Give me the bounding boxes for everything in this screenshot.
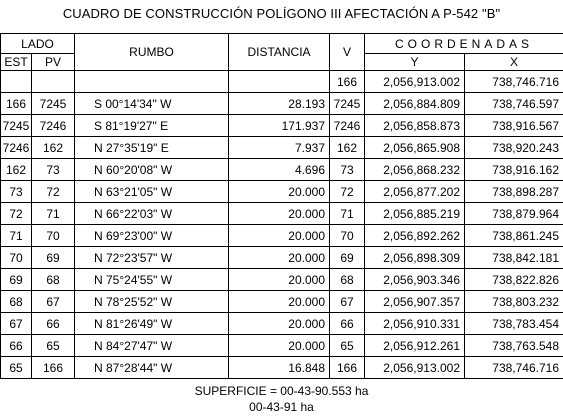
table-row <box>1 93 563 115</box>
cell-x: 738,746.597 <box>465 93 563 115</box>
cell-distancia: 20.000 <box>229 181 330 203</box>
table-row <box>1 181 563 203</box>
cell-est: 166 <box>1 93 32 115</box>
table-row <box>1 247 563 269</box>
table-row <box>1 159 563 181</box>
cell-pv: 66 <box>32 313 75 335</box>
cell-y: 2,056,903.346 <box>365 269 465 291</box>
cell-distancia: 4.696 <box>229 159 330 181</box>
header-coordenadas: COORDENADAS <box>365 34 563 54</box>
cell-rumbo: N 84°27'47" W <box>75 335 229 357</box>
table-row <box>1 225 563 247</box>
cell-rumbo: N 81°26'49" W <box>75 313 229 335</box>
cell-x: 738,803.232 <box>465 291 563 313</box>
cell-x: 738,920.243 <box>465 137 563 159</box>
cell-y: 2,056,892.262 <box>365 225 465 247</box>
cell-est: 70 <box>1 247 32 269</box>
cell-v: 71 <box>330 203 365 225</box>
cell-pv: 73 <box>32 159 75 181</box>
table-row <box>1 291 563 313</box>
cell-pv: 166 <box>32 357 75 379</box>
table-row <box>1 335 563 357</box>
cell-x: 738,879.964 <box>465 203 563 225</box>
cell-est: 69 <box>1 269 32 291</box>
cell-y: 2,056,858.873 <box>365 115 465 137</box>
cell-est: 162 <box>1 159 32 181</box>
cell-x: 738,916.162 <box>465 159 563 181</box>
cell-y: 2,056,898.309 <box>365 247 465 269</box>
cell-rumbo: N 27°35'19" E <box>75 137 229 159</box>
cell-x: 738,842.181 <box>465 247 563 269</box>
cell-pv: 7246 <box>32 115 75 137</box>
cell-distancia: 20.000 <box>229 247 330 269</box>
cell-pv <box>32 71 75 93</box>
cell-v: 73 <box>330 159 365 181</box>
cell-v: 7246 <box>330 115 365 137</box>
cell-est <box>1 71 32 93</box>
cell-y: 2,056,884.809 <box>365 93 465 115</box>
cell-y: 2,056,912.261 <box>365 335 465 357</box>
cell-y: 2,056,865.908 <box>365 137 465 159</box>
table-row <box>1 313 563 335</box>
cell-y: 2,056,910.331 <box>365 313 465 335</box>
cell-est: 71 <box>1 225 32 247</box>
table-row <box>1 357 563 379</box>
cell-pv: 71 <box>32 203 75 225</box>
table-title: CUADRO DE CONSTRUCCIÓN POLÍGONO III AFECTACIÓN A P-542 "B" <box>62 6 501 21</box>
cell-rumbo: N 63°21'05" W <box>75 181 229 203</box>
cell-x: 738,783.454 <box>465 313 563 335</box>
header-distancia: DISTANCIA <box>229 34 330 71</box>
cell-pv: 65 <box>32 335 75 357</box>
cell-est: 65 <box>1 357 32 379</box>
cell-v: 66 <box>330 313 365 335</box>
cell-rumbo <box>75 71 229 93</box>
cell-v: 69 <box>330 247 365 269</box>
cell-y: 2,056,907.357 <box>365 291 465 313</box>
cell-distancia <box>229 71 330 93</box>
hectareas-text: 00-43-91 ha <box>249 400 314 414</box>
cell-rumbo: N 87°28'44" W <box>75 357 229 379</box>
cell-pv: 68 <box>32 269 75 291</box>
header-rumbo: RUMBO <box>75 34 229 71</box>
cell-v: 72 <box>330 181 365 203</box>
cell-x: 738,861.245 <box>465 225 563 247</box>
cell-x: 738,763.548 <box>465 335 563 357</box>
cell-est: 72 <box>1 203 32 225</box>
cell-v: 70 <box>330 225 365 247</box>
cell-pv: 70 <box>32 225 75 247</box>
cell-x: 738,898.287 <box>465 181 563 203</box>
cell-v: 65 <box>330 335 365 357</box>
cell-y: 2,056,913.002 <box>365 357 465 379</box>
cell-est: 7246 <box>1 137 32 159</box>
cell-rumbo: N 69°23'00" W <box>75 225 229 247</box>
cell-rumbo: S 81°19'27" E <box>75 115 229 137</box>
cell-est: 67 <box>1 313 32 335</box>
cell-v: 7245 <box>330 93 365 115</box>
cell-distancia: 28.193 <box>229 93 330 115</box>
cell-distancia: 20.000 <box>229 335 330 357</box>
header-v: V <box>330 34 365 71</box>
cell-y: 2,056,877.202 <box>365 181 465 203</box>
cell-v: 166 <box>330 71 365 93</box>
construction-table <box>0 33 563 379</box>
cell-distancia: 16.848 <box>229 357 330 379</box>
table-row <box>1 269 563 291</box>
cell-est: 68 <box>1 291 32 313</box>
cell-est: 7245 <box>1 115 32 137</box>
cell-rumbo: N 75°24'55" W <box>75 269 229 291</box>
cell-distancia: 7.937 <box>229 137 330 159</box>
cell-est: 73 <box>1 181 32 203</box>
table-row <box>1 137 563 159</box>
header-lado: LADO <box>1 34 75 54</box>
header-y: Y <box>365 54 465 71</box>
cell-v: 68 <box>330 269 365 291</box>
header-est: EST <box>1 54 32 71</box>
cell-y: 2,056,868.232 <box>365 159 465 181</box>
cell-y: 2,056,913.002 <box>365 71 465 93</box>
cell-rumbo: N 72°23'57" W <box>75 247 229 269</box>
table-row <box>1 203 563 225</box>
cell-v: 166 <box>330 357 365 379</box>
cell-pv: 7245 <box>32 93 75 115</box>
table-row <box>1 71 563 93</box>
cell-rumbo: S 00°14'34" W <box>75 93 229 115</box>
cell-rumbo: N 78°25'52" W <box>75 291 229 313</box>
cell-distancia: 20.000 <box>229 203 330 225</box>
cell-distancia: 20.000 <box>229 225 330 247</box>
cell-distancia: 20.000 <box>229 269 330 291</box>
cell-x: 738,746.716 <box>465 71 563 93</box>
cell-est: 66 <box>1 335 32 357</box>
cell-x: 738,822.826 <box>465 269 563 291</box>
cell-v: 67 <box>330 291 365 313</box>
cell-x: 738,916.567 <box>465 115 563 137</box>
cell-rumbo: N 66°22'03" W <box>75 203 229 225</box>
cell-x: 738,746.716 <box>465 357 563 379</box>
cell-pv: 67 <box>32 291 75 313</box>
header-pv: PV <box>32 54 75 71</box>
cell-y: 2,056,885.219 <box>365 203 465 225</box>
table-row <box>1 115 563 137</box>
cell-distancia: 20.000 <box>229 313 330 335</box>
superficie-text: SUPERFICIE = 00-43-90.553 ha <box>194 384 369 398</box>
cell-v: 162 <box>330 137 365 159</box>
header-x: X <box>465 54 563 71</box>
cell-distancia: 171.937 <box>229 115 330 137</box>
cell-distancia: 20.000 <box>229 291 330 313</box>
cell-rumbo: N 60°20'08" W <box>75 159 229 181</box>
cell-pv: 162 <box>32 137 75 159</box>
cell-pv: 69 <box>32 247 75 269</box>
cell-pv: 72 <box>32 181 75 203</box>
